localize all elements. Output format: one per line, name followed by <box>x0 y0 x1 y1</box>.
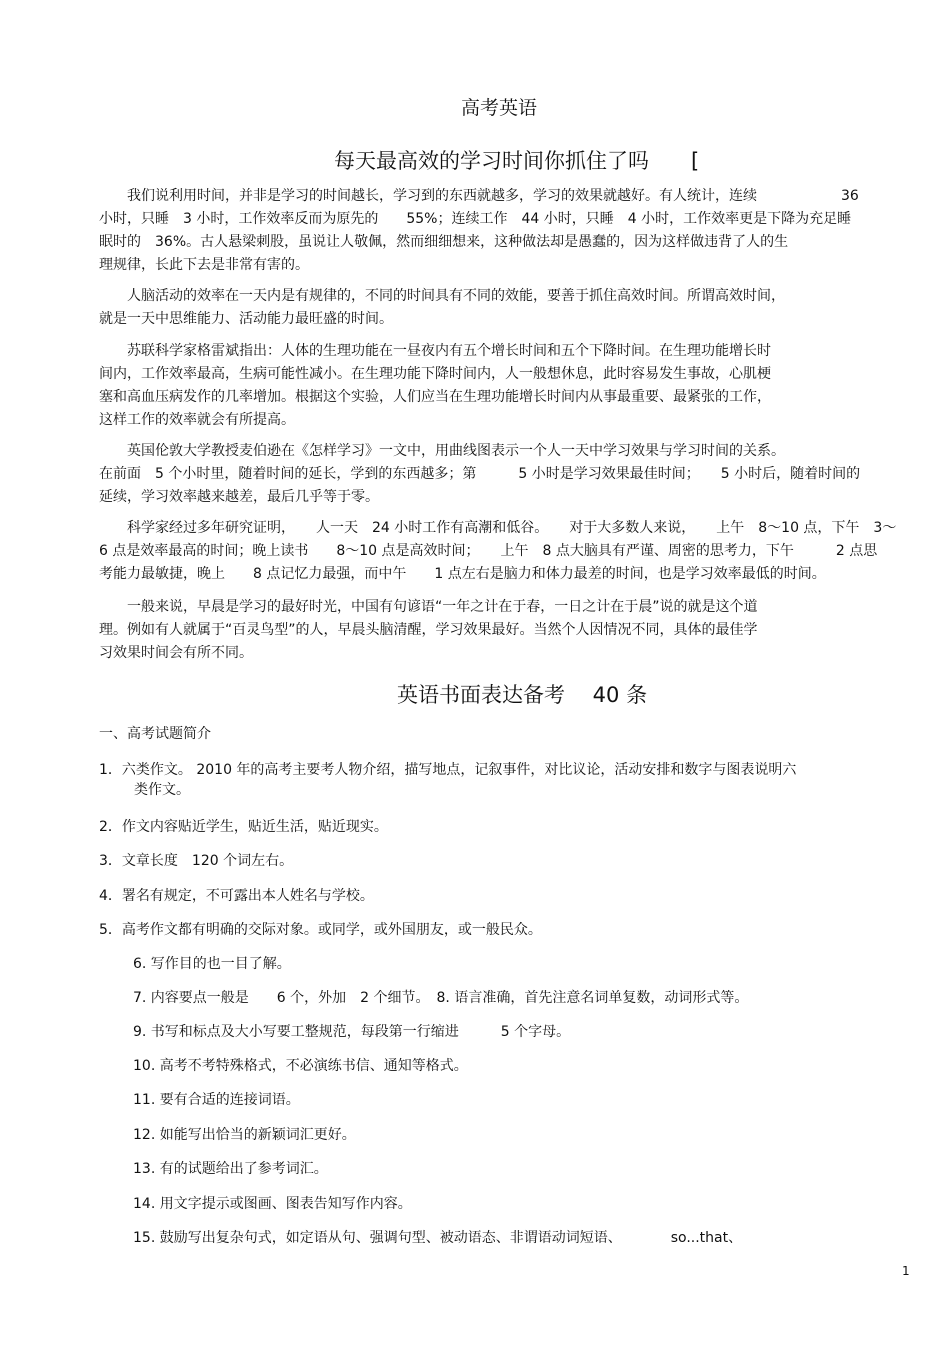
list-item: 6. 写作目的也一目了解。 <box>133 956 291 972</box>
subsection-heading: 一、高考试题简介 <box>99 726 211 742</box>
list-item: 13. 有的试题给出了参考词汇。 <box>133 1161 328 1177</box>
list-item: 11. 要有合适的连接词语。 <box>133 1092 300 1108</box>
paragraph-line: 理规律，长此下去是非常有害的。 <box>99 257 309 273</box>
paragraph-line: 就是一天中思维能力、活动能力最旺盛的时间。 <box>99 311 393 327</box>
paragraph-2 <box>99 285 785 331</box>
paragraph-line: 这样工作的效率就会有所提高。 <box>99 412 295 428</box>
paragraph-line: 英国伦敦大学教授麦伯逊在《怎样学习》一文中，用曲线图表示一个人一天中学习效果与学习时间的关系。 <box>99 443 785 459</box>
article-title: 每天最高效的学习时间你抓住了吗 [ <box>334 149 700 173</box>
paragraph-line: 理。例如有人就属于“百灵鸟型”的人，早晨头脑清醒，学习效果最好。当然个人因情况不同，具体的最佳学 <box>99 622 758 638</box>
paragraph-4 <box>99 440 860 509</box>
list-item: 9. 书写和标点及大小写要工整规范，每段第一行缩进 5 个字母。 <box>133 1024 571 1040</box>
paragraph-line: 考能力最敏捷，晚上 8 点记忆力最强，而中午 1 点左右是脑力和体力最差的时间，也是学习效率最低的时间。 <box>99 566 826 582</box>
list-item: 4．署名有规定，不可露出本人姓名与学校。 <box>99 888 374 904</box>
top-title: 高考英语 <box>461 97 538 119</box>
paragraph-line: 一般来说，早晨是学习的最好时光，中国有句谚语“一年之计在于春，一日之计在于晨”说的就是这个道 <box>99 599 758 615</box>
paragraph-5 <box>99 517 896 586</box>
list-item: 10. 高考不考特殊格式，不必演练书信、通知等格式。 <box>133 1058 468 1074</box>
list-item: 15. 鼓励写出复杂句式，如定语从句、强调句型、被动语态、非谓语动词短语、 so...that、 <box>133 1230 743 1246</box>
list-item: 7. 内容要点一般是 6 个，外加 2 个细节。 8. 语言准确，首先注意名词单复数，动词形式等。 <box>133 990 749 1006</box>
section-title: 英语书面表达备考 40 条 <box>397 683 648 707</box>
paragraph-line: 我们说利用时间，并非是学习的时间越长，学习到的东西就越多，学习的效果就越好。有人统计，连续 36 <box>99 188 859 204</box>
list-item: 14. 用文字提示或图画、图表告知写作内容。 <box>133 1196 412 1212</box>
list-item: 2．作文内容贴近学生，贴近生活，贴近现实。 <box>99 819 388 835</box>
paragraph-line: 小时，只睡 3 小时，工作效率反而为原先的 55%；连续工作 44 小时，只睡 4 小时，工作效率更是下降为充足睡 <box>99 211 852 227</box>
paragraph-6 <box>99 596 758 665</box>
paragraph-1 <box>99 185 859 277</box>
paragraph-line: 延续，学习效率越来越差，最后几乎等于零。 <box>99 489 379 505</box>
list-item-continuation: 类作文。 <box>134 782 190 798</box>
paragraph-line: 科学家经过多年研究证明， 人一天 24 小时工作有高潮和低谷。 对于大多数人来说， 上午 8～10 点，下午 3～ <box>99 520 897 536</box>
list-item: 1．六类作文。 2010 年的高考主要考人物介绍，描写地点，记叙事件，对比议论，活动安排和数字与图表说明六 <box>99 762 797 778</box>
paragraph-line: 人脑活动的效率在一天内是有规律的，不同的时间具有不同的效能，要善于抓住高效时间。所谓高效时间， <box>99 288 785 304</box>
paragraph-line: 苏联科学家格雷斌指出：人体的生理功能在一昼夜内有五个增长时间和五个下降时间。在生理功能增长时 <box>99 343 771 359</box>
paragraph-line: 间内，工作效率最高，生病可能性减小。在生理功能下降时间内，人一般想休息，此时容易发生事故，心肌梗 <box>99 366 771 382</box>
list-item: 5．高考作文都有明确的交际对象。或同学，或外国朋友，或一般民众。 <box>99 922 542 938</box>
paragraph-line: 塞和高血压病发作的几率增加。根据这个实验，人们应当在生理功能增长时间内从事最重要、最紧张的工作， <box>99 389 771 405</box>
list-item: 3．文章长度 120 个词左右。 <box>99 853 294 869</box>
paragraph-line: 6 点是效率最高的时间；晚上读书 8～10 点是高效时间； 上午 8 点大脑具有严谨、周密的思考力，下午 2 点思 <box>99 543 878 559</box>
list-item: 12. 如能写出恰当的新颖词汇更好。 <box>133 1127 356 1143</box>
paragraph-line: 习效果时间会有所不同。 <box>99 645 253 661</box>
page-number: 1 <box>902 1264 910 1278</box>
paragraph-line: 眠时的 36%。古人悬梁刺股，虽说让人敬佩，然而细细想来，这种做法却是愚蠢的，因为这样做违背了人的生 <box>99 234 789 250</box>
paragraph-3 <box>99 340 771 432</box>
paragraph-line: 在前面 5 个小时里，随着时间的延长，学到的东西越多；第 5 小时是学习效果最佳时间； 5 小时后，随着时间的 <box>99 466 861 482</box>
